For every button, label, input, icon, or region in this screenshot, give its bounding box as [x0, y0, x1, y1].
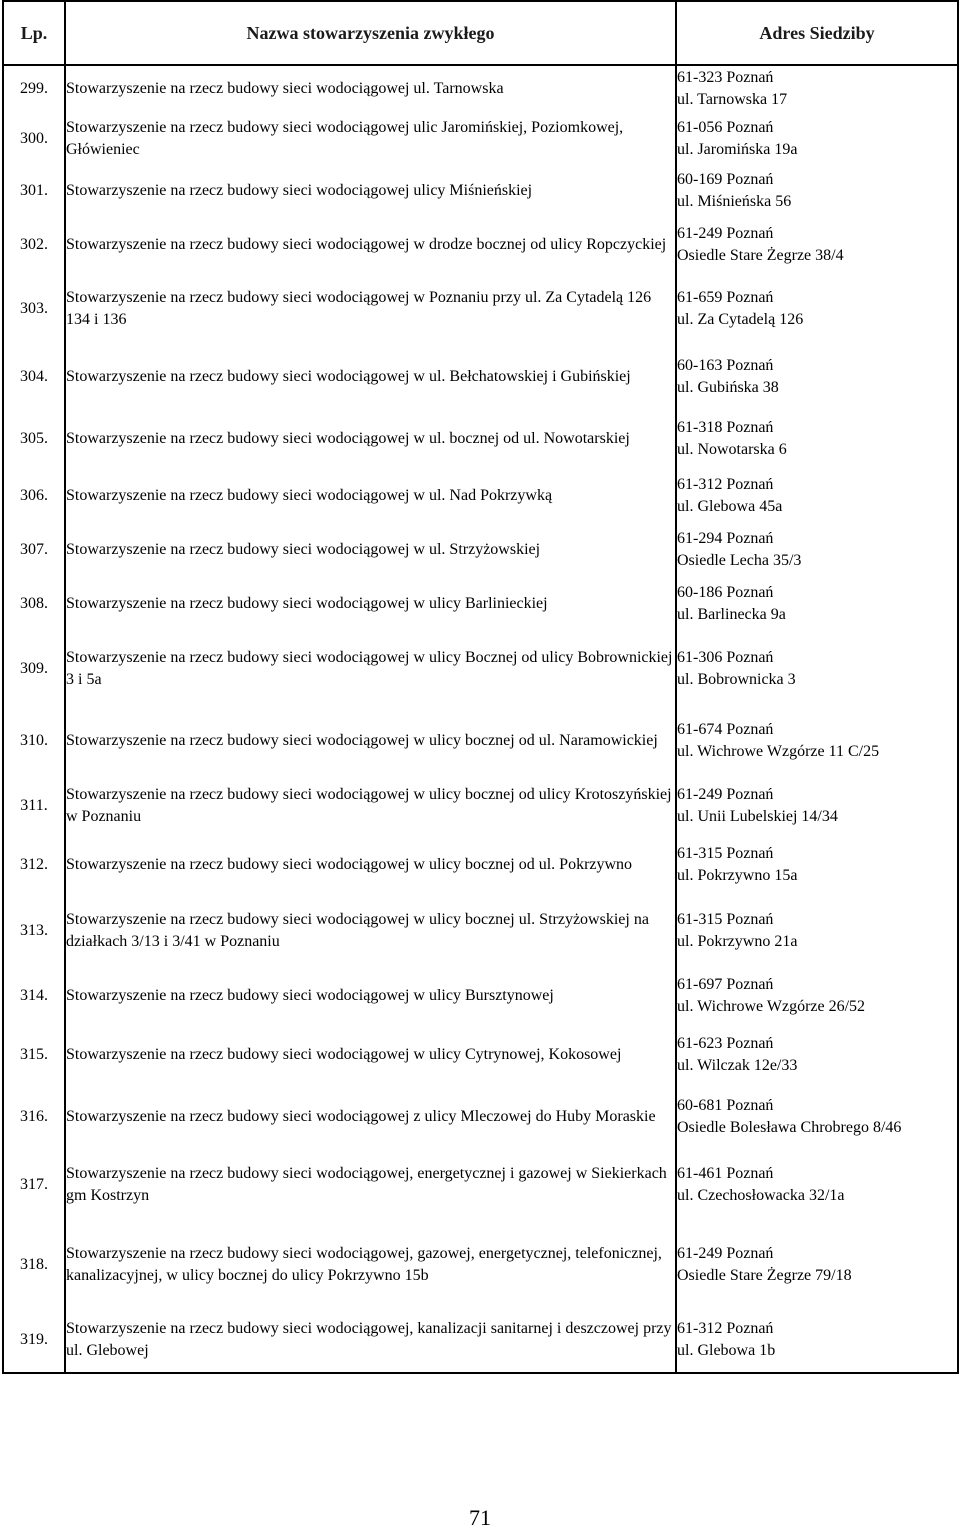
address-street: Osiedle Stare Żegrze 38/4 [677, 246, 844, 264]
address-street: ul. Nowotarska 6 [677, 440, 787, 458]
address-postal-city: 61-659 Poznań [677, 289, 774, 306]
address-street: Osiedle Bolesława Chrobrego 8/46 [677, 1118, 902, 1136]
row-association-name: Stowarzyszenie na rzecz budowy sieci wodociągowej w ul. Bełchatowskiej i Gubińskiej [65, 346, 676, 408]
address-postal-city: 61-315 Poznań [677, 910, 774, 928]
row-address [676, 65, 958, 112]
table-row [3, 1146, 958, 1223]
address-postal-city: 61-249 Poznań [677, 786, 774, 803]
table-row [3, 969, 958, 1023]
row-address [676, 272, 958, 346]
address-postal-city: 61-315 Poznań [677, 845, 774, 862]
address-street: ul. Glebowa 45a [677, 498, 783, 515]
address-street: ul. Unii Lubelskiej 14/34 [677, 808, 838, 825]
row-association-name: Stowarzyszenie na rzecz budowy sieci wodociągowej, kanalizacji sanitarnej i deszczowej przy ul. Glebowej [65, 1307, 676, 1373]
row-address [676, 892, 958, 969]
row-association-name: Stowarzyszenie na rzecz budowy sieci wodociągowej w ulicy Bursztynowej [65, 969, 676, 1023]
row-address [676, 346, 958, 408]
row-lp: 317. [3, 1146, 65, 1223]
row-address [676, 1023, 958, 1087]
address-postal-city: 61-623 Poznań [677, 1035, 774, 1052]
row-association-name: Stowarzyszenie na rzecz budowy sieci wodociągowej ul. Tarnowska [65, 65, 676, 112]
address-street: ul. Wichrowe Wzgórze 11 C/25 [677, 742, 880, 760]
address-postal-city: 61-249 Poznań [677, 224, 774, 242]
address-street: ul. Glebowa 1b [677, 1341, 776, 1359]
address-street: ul. Jaromińska 19a [677, 140, 798, 158]
address-street: ul. Gubińska 38 [677, 379, 779, 396]
row-association-name: Stowarzyszenie na rzecz budowy sieci wodociągowej ulic Jaromińskiej, Poziomkowej, Główieniec [65, 112, 676, 165]
row-lp: 302. [3, 217, 65, 272]
address-postal-city: 61-312 Poznań [677, 476, 774, 493]
row-address [676, 165, 958, 217]
row-address [676, 112, 958, 165]
address-postal-city: 61-249 Poznań [677, 1245, 774, 1262]
row-address [676, 1146, 958, 1223]
row-address [676, 577, 958, 631]
row-association-name: Stowarzyszenie na rzecz budowy sieci wodociągowej, energetycznej i gazowej w Siekierkach gm Kostrzyn [65, 1146, 676, 1223]
table-row [3, 838, 958, 892]
table-row [3, 523, 958, 577]
row-lp: 316. [3, 1087, 65, 1146]
row-lp: 312. [3, 838, 65, 892]
table-row [3, 577, 958, 631]
row-lp: 311. [3, 774, 65, 838]
address-street: ul. Wichrowe Wzgórze 26/52 [677, 998, 866, 1015]
row-lp: 307. [3, 523, 65, 577]
row-lp: 303. [3, 272, 65, 346]
row-address [676, 774, 958, 838]
address-postal-city: 61-674 Poznań [677, 720, 774, 738]
row-lp: 300. [3, 112, 65, 165]
address-postal-city: 61-461 Poznań [677, 1164, 774, 1182]
table-row [3, 65, 958, 112]
table-row [3, 1307, 958, 1373]
table-row [3, 272, 958, 346]
row-lp: 304. [3, 346, 65, 408]
row-association-name: Stowarzyszenie na rzecz budowy sieci wodociągowej w Poznaniu przy ul. Za Cytadelą 126 134 i 136 [65, 272, 676, 346]
address-postal-city: 60-163 Poznań [677, 357, 774, 374]
row-lp: 301. [3, 165, 65, 217]
row-association-name: Stowarzyszenie na rzecz budowy sieci wodociągowej w ulicy bocznej od ul. Pokrzywno [65, 838, 676, 892]
row-address [676, 838, 958, 892]
row-association-name: Stowarzyszenie na rzecz budowy sieci wodociągowej z ulicy Mleczowej do Huby Moraskie [65, 1087, 676, 1146]
address-postal-city: 60-681 Poznań [677, 1096, 774, 1114]
row-lp: 306. [3, 469, 65, 523]
address-street: ul. Bobrownicka 3 [677, 671, 796, 688]
address-postal-city: 60-169 Poznań [677, 171, 774, 188]
row-address [676, 1307, 958, 1373]
table-row [3, 1023, 958, 1087]
header-lp: Lp. [3, 1, 65, 65]
table-row [3, 1087, 958, 1146]
page-number: 71 [469, 1505, 491, 1530]
header-name: Nazwa stowarzyszenia zwykłego [65, 1, 676, 65]
table-header-row [3, 1, 958, 65]
row-address [676, 1223, 958, 1307]
row-lp: 305. [3, 408, 65, 469]
row-association-name: Stowarzyszenie na rzecz budowy sieci wodociągowej w ulicy Bocznej od ulicy Bobrownickiej 3 i 5a [65, 631, 676, 707]
address-street: ul. Za Cytadelą 126 [677, 311, 804, 328]
row-association-name: Stowarzyszenie na rzecz budowy sieci wodociągowej w ulicy bocznej od ulicy Krotoszyńskiej w Poznaniu [65, 774, 676, 838]
address-postal-city: 61-323 Poznań [677, 69, 774, 86]
table-row [3, 631, 958, 707]
row-address [676, 217, 958, 272]
row-association-name: Stowarzyszenie na rzecz budowy sieci wodociągowej w drodze bocznej od ulicy Ropczyckiej [65, 217, 676, 272]
row-lp: 299. [3, 65, 65, 112]
address-street: Osiedle Lecha 35/3 [677, 552, 802, 569]
address-street: ul. Czechosłowacka 32/1a [677, 1186, 845, 1204]
row-association-name: Stowarzyszenie na rzecz budowy sieci wodociągowej w ulicy Barlinieckiej [65, 577, 676, 631]
address-postal-city: 61-312 Poznań [677, 1319, 774, 1337]
row-lp: 315. [3, 1023, 65, 1087]
row-lp: 310. [3, 707, 65, 774]
row-association-name: Stowarzyszenie na rzecz budowy sieci wodociągowej w ul. Strzyżowskiej [65, 523, 676, 577]
row-association-name: Stowarzyszenie na rzecz budowy sieci wodociągowej w ul. Nad Pokrzywką [65, 469, 676, 523]
address-postal-city: 61-056 Poznań [677, 118, 774, 136]
row-association-name: Stowarzyszenie na rzecz budowy sieci wodociągowej w ulicy bocznej ul. Strzyżowskiej na działkach 3/13 i 3/41 w Poznaniu [65, 892, 676, 969]
row-lp: 314. [3, 969, 65, 1023]
address-street: ul. Miśnieńska 56 [677, 193, 792, 210]
address-street: Osiedle Stare Żegrze 79/18 [677, 1267, 852, 1284]
row-address [676, 1087, 958, 1146]
table-row [3, 408, 958, 469]
row-association-name: Stowarzyszenie na rzecz budowy sieci wodociągowej w ulicy Cytrynowej, Kokosowej [65, 1023, 676, 1087]
table-row [3, 707, 958, 774]
row-address [676, 707, 958, 774]
address-street: ul. Pokrzywno 21a [677, 932, 798, 950]
address-street: ul. Wilczak 12e/33 [677, 1057, 798, 1074]
row-address [676, 408, 958, 469]
table-row [3, 217, 958, 272]
table-row [3, 112, 958, 165]
row-association-name: Stowarzyszenie na rzecz budowy sieci wodociągowej w ul. bocznej od ul. Nowotarskiej [65, 408, 676, 469]
table-body [3, 65, 958, 1373]
address-postal-city: 60-186 Poznań [677, 584, 774, 601]
table-row [3, 892, 958, 969]
row-lp: 318. [3, 1223, 65, 1307]
address-postal-city: 61-306 Poznań [677, 649, 774, 666]
row-lp: 308. [3, 577, 65, 631]
header-address: Adres Siedziby [676, 1, 958, 65]
row-lp: 313. [3, 892, 65, 969]
table-row [3, 346, 958, 408]
row-association-name: Stowarzyszenie na rzecz budowy sieci wodociągowej w ulicy bocznej od ul. Naramowickiej [65, 707, 676, 774]
row-address [676, 631, 958, 707]
associations-table [2, 0, 959, 1374]
row-lp: 319. [3, 1307, 65, 1373]
address-postal-city: 61-697 Poznań [677, 976, 774, 993]
address-street: ul. Pokrzywno 15a [677, 867, 798, 884]
row-address [676, 469, 958, 523]
table-row [3, 469, 958, 523]
table-row [3, 774, 958, 838]
address-postal-city: 61-318 Poznań [677, 418, 774, 436]
row-address [676, 523, 958, 577]
table-row [3, 1223, 958, 1307]
row-address [676, 969, 958, 1023]
address-street: ul. Barlinecka 9a [677, 606, 786, 623]
address-street: ul. Tarnowska 17 [677, 91, 788, 108]
row-association-name: Stowarzyszenie na rzecz budowy sieci wodociągowej, gazowej, energetycznej, telefonicznej, kanalizacyjnej, w ulicy bocznej do ulicy Pokrzywno 15b [65, 1223, 676, 1307]
table-row [3, 165, 958, 217]
row-association-name: Stowarzyszenie na rzecz budowy sieci wodociągowej ulicy Miśnieńskiej [65, 165, 676, 217]
address-postal-city: 61-294 Poznań [677, 530, 774, 547]
row-lp: 309. [3, 631, 65, 707]
